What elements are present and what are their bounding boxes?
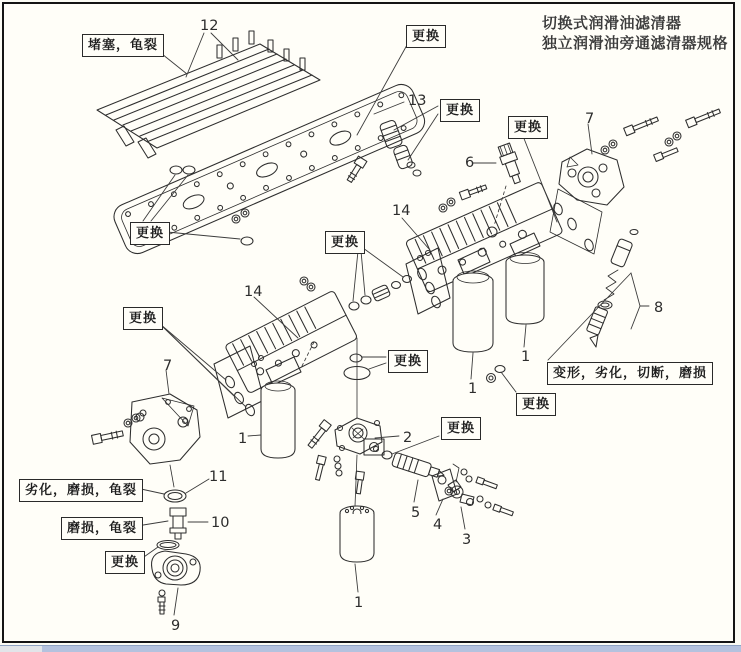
washers	[461, 469, 491, 508]
bolt	[654, 146, 679, 161]
bracket-4	[432, 464, 459, 501]
callout-replace-flange-orings: 更换	[123, 307, 163, 330]
part-number-2: 2	[403, 430, 413, 446]
callout-replace-adapter-oring: 更换	[441, 417, 481, 440]
adapter-2	[335, 418, 384, 455]
part-number-10: 10	[211, 515, 230, 531]
part-number-9: 9	[171, 618, 181, 634]
bolt	[92, 429, 124, 444]
part-number-13: 13	[408, 93, 427, 109]
callout-replace-drain-oring: 更换	[516, 393, 556, 416]
oil-filter-1-right-front	[453, 271, 493, 352]
bolt	[306, 420, 332, 449]
washers	[334, 456, 342, 476]
bolt	[459, 183, 487, 200]
callout-replace-cooler-orings: 更换	[130, 222, 170, 245]
filter-elements	[379, 119, 421, 176]
callout-replace-cooler-gasket: 更换	[406, 25, 446, 48]
seal-ring-11	[164, 490, 186, 502]
o-ring-inner	[160, 543, 176, 548]
o-rings-row	[349, 276, 412, 311]
part-number-3: 3	[462, 532, 472, 548]
bolt	[476, 477, 498, 490]
relief-valve-5	[391, 452, 446, 482]
callout-clogged-cracked: 堵塞，龟裂	[82, 34, 164, 57]
bolt	[493, 504, 514, 516]
callout-deformed-degraded-cut-worn: 变形，劣化，切断，磨损	[547, 362, 713, 385]
bolt	[624, 115, 659, 136]
oil-filter-1-bottom	[340, 506, 374, 562]
part-number-7-right: 7	[585, 111, 595, 127]
callout-replace-cap-oring: 更换	[105, 551, 145, 574]
scrollbar-corner	[0, 646, 42, 652]
washers	[124, 410, 146, 427]
oil-filter-1-right-rear	[506, 253, 544, 325]
filter-head-7-right	[550, 149, 624, 254]
callout-degraded-worn-cracked: 劣化，磨损，龟裂	[19, 479, 143, 502]
callout-worn-cracked: 磨损，龟裂	[61, 517, 143, 540]
part-number-4: 4	[433, 517, 443, 533]
part-number-1-left: 1	[238, 431, 248, 447]
bolt	[353, 471, 364, 494]
part-number-7-left: 7	[163, 358, 173, 374]
bolt	[686, 107, 721, 128]
callout-replace-head-gasket: 更换	[508, 116, 548, 139]
washers-plate	[232, 209, 249, 223]
oil-filter-1-left	[261, 381, 295, 458]
part-number-5: 5	[411, 505, 421, 521]
horizontal-scrollbar-track[interactable]	[0, 645, 741, 652]
diagram-frame	[2, 2, 735, 643]
part-number-1-bottom: 1	[354, 595, 364, 611]
part-number-6: 6	[465, 155, 475, 171]
title-line-1: 切换式润滑油滤清器	[542, 14, 682, 32]
part-number-14-left: 14	[244, 284, 263, 300]
diagram-title	[542, 13, 738, 53]
sensor-6	[494, 142, 525, 226]
washers	[439, 198, 455, 212]
bolt	[313, 455, 327, 480]
title-line-2: 独立润滑油旁通滤清器规格	[542, 34, 729, 52]
callout-replace-manifold-orings: 更换	[325, 231, 365, 254]
filter-head-7-left	[130, 394, 200, 464]
part-number-8: 8	[654, 300, 664, 316]
bolt	[345, 156, 367, 183]
callout-replace-elements: 更换	[440, 99, 480, 122]
part-number-14-right: 14	[392, 203, 411, 219]
exploded-parts-diagram	[4, 4, 741, 641]
elbow-3	[448, 480, 474, 506]
part-number-11: 11	[209, 469, 228, 485]
o-ring	[241, 237, 253, 245]
bypass-valve-8	[586, 230, 638, 348]
callout-replace-center-oring: 更换	[388, 350, 428, 373]
part-number-1-right-front: 1	[468, 381, 478, 397]
part-number-1-right-rear: 1	[521, 349, 531, 365]
valve-10	[170, 508, 186, 539]
part-number-12: 12	[200, 18, 219, 34]
